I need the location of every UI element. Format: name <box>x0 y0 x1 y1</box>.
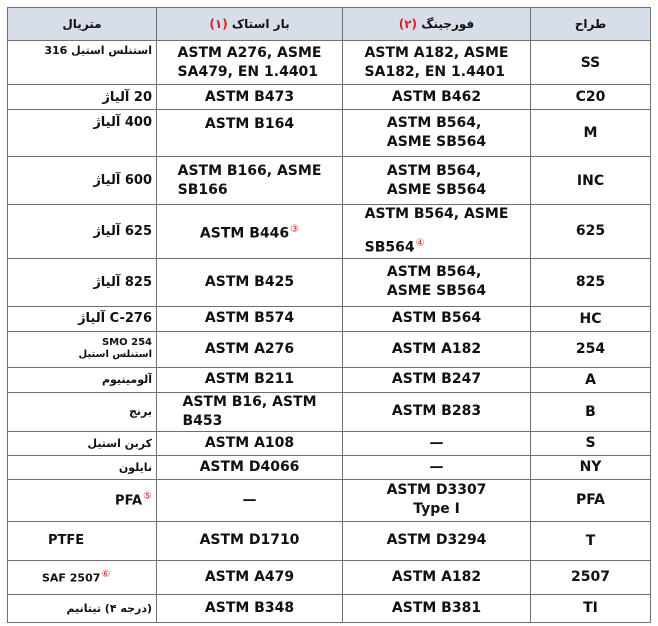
bar-stock-cell: ASTM A276, ASME SA479, EN 1.4401 <box>157 41 343 85</box>
material-cell: آلومینیوم <box>8 367 157 392</box>
forging-cell: — <box>343 431 531 455</box>
forging-cell: — <box>343 455 531 479</box>
forging-cell: ASTM B247 <box>343 367 531 392</box>
table-row <box>8 367 651 392</box>
table-row <box>8 594 651 622</box>
forging-cell: ASTM A182 <box>343 331 531 367</box>
code-cell: INC <box>531 157 651 205</box>
table-row <box>8 85 651 110</box>
table-row <box>8 306 651 331</box>
code-cell: TI <box>531 594 651 622</box>
code-cell: 2507 <box>531 560 651 594</box>
forging-cell: ASTM D3307 Type I <box>343 479 531 521</box>
code-cell: M <box>531 110 651 157</box>
bar-stock-cell: ASTM B574 <box>157 306 343 331</box>
table-row <box>8 110 651 157</box>
bar-stock-cell: ASTM B446③ <box>157 205 343 259</box>
bar-stock-cell: ASTM B211 <box>157 367 343 392</box>
bar-stock-cell: ASTM B166, ASME SB166 <box>157 157 343 205</box>
header-row <box>8 8 651 41</box>
forging-cell: ASTM B283 <box>343 392 531 431</box>
material-cell: استنلس استیل 316 <box>8 41 157 85</box>
table-row <box>8 392 651 431</box>
table-row <box>8 431 651 455</box>
material-cell: نایلون <box>8 455 157 479</box>
bar-stock-cell: ASTM B164 <box>157 110 343 157</box>
material-cell: 825 آلیاژ <box>8 258 157 306</box>
table-row <box>8 331 651 367</box>
bar-stock-cell: ASTM B425 <box>157 258 343 306</box>
bar-stock-cell: ASTM D4066 <box>157 455 343 479</box>
table-row <box>8 258 651 306</box>
code-cell: B <box>531 392 651 431</box>
material-cell: (درجه ۴) تیتانیم <box>8 594 157 622</box>
bar-stock-cell: ASTM D1710 <box>157 521 343 560</box>
header-bar-stock-number: (۱) <box>209 17 228 31</box>
forging-cell: ASTM B564, ASME SB564 <box>343 110 531 157</box>
header-code: طراح <box>531 8 651 41</box>
code-cell: 254 <box>531 331 651 367</box>
material-cell: 20 آلیاژ <box>8 85 157 110</box>
code-cell: T <box>531 521 651 560</box>
code-cell: A <box>531 367 651 392</box>
bar-stock-cell: ASTM A276 <box>157 331 343 367</box>
table-row <box>8 455 651 479</box>
footnote-marker-3: ③ <box>290 223 300 235</box>
bar-stock-cell: ASTM A479 <box>157 560 343 594</box>
footnote-marker-6: ⑥ <box>101 569 111 581</box>
material-cell: SAF 2507⑥ <box>8 560 157 594</box>
code-cell: HC <box>531 306 651 331</box>
header-bar-stock: بار استاک (۱) <box>157 8 343 41</box>
footnote-marker-5: ⑤ <box>143 491 152 503</box>
forging-cell: ASTM B564, ASME SB564④ <box>343 205 531 259</box>
code-cell: 825 <box>531 258 651 306</box>
code-cell: C20 <box>531 85 651 110</box>
table-row <box>8 479 651 521</box>
table-row <box>8 157 651 205</box>
materials-table <box>7 7 651 623</box>
material-cell: کربن استیل <box>8 431 157 455</box>
bar-stock-cell: ASTM A108 <box>157 431 343 455</box>
forging-cell: ASTM A182, ASME SA182, EN 1.4401 <box>343 41 531 85</box>
material-cell: 625 آلیاژ <box>8 205 157 259</box>
material-cell: 254 SMO استنلس استیل <box>8 331 157 367</box>
code-cell: 625 <box>531 205 651 259</box>
material-cell: ⑤PFA <box>8 479 157 521</box>
table-row <box>8 41 651 85</box>
forging-cell: ASTM B564, ASME SB564 <box>343 258 531 306</box>
code-cell: NY <box>531 455 651 479</box>
bar-stock-cell: — <box>157 479 343 521</box>
footnote-marker-4: ④ <box>415 238 425 249</box>
header-forging: فورجینگ (۲) <box>343 8 531 41</box>
forging-cell: ASTM B564, ASME SB564 <box>343 157 531 205</box>
forging-cell: ASTM D3294 <box>343 521 531 560</box>
table-row <box>8 205 651 259</box>
material-cell: C-276 آلیاژ <box>8 306 157 331</box>
code-cell: PFA <box>531 479 651 521</box>
material-cell: 600 آلیاژ <box>8 157 157 205</box>
header-forging-number: (۲) <box>398 17 418 31</box>
material-cell: 400 آلیاژ <box>8 110 157 157</box>
table-row <box>8 521 651 560</box>
forging-cell: ASTM B462 <box>343 85 531 110</box>
code-cell: SS <box>531 41 651 85</box>
material-cell: PTFE <box>8 521 157 560</box>
bar-stock-cell: ASTM B473 <box>157 85 343 110</box>
forging-cell: ASTM A182 <box>343 560 531 594</box>
header-material: متریال <box>8 8 157 41</box>
code-cell: S <box>531 431 651 455</box>
bar-stock-cell: ASTM B16, ASTM B453 <box>157 392 343 431</box>
forging-cell: ASTM B381 <box>343 594 531 622</box>
material-cell: برنج <box>8 392 157 431</box>
table-row <box>8 560 651 594</box>
bar-stock-cell: ASTM B348 <box>157 594 343 622</box>
forging-cell: ASTM B564 <box>343 306 531 331</box>
